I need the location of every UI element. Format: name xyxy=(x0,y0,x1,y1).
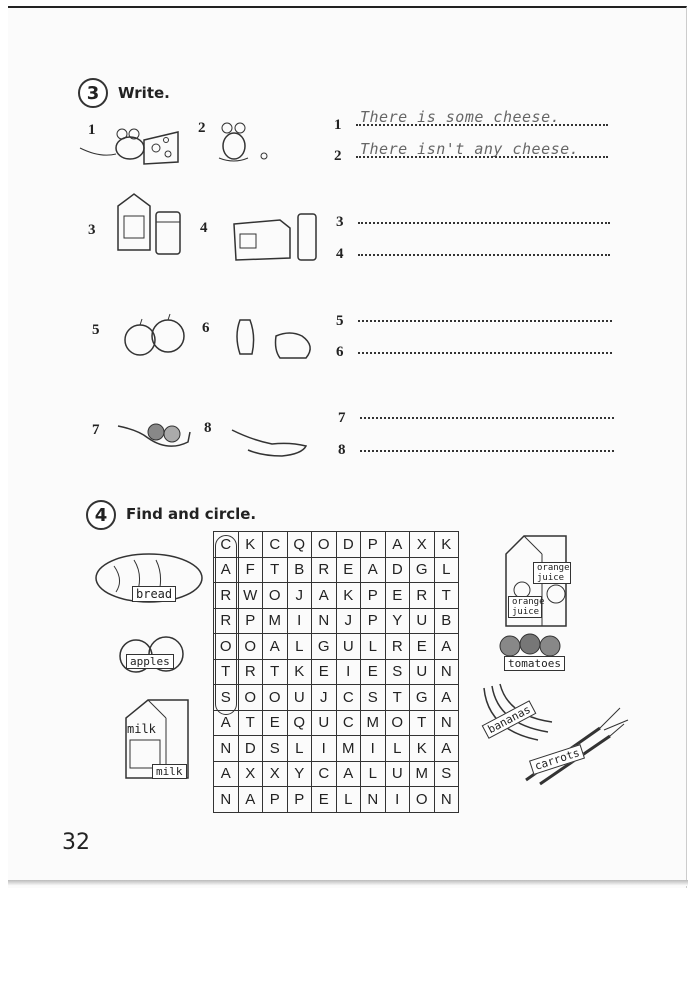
page-shadow xyxy=(8,880,688,886)
grid-row xyxy=(214,659,459,685)
answer-line[interactable] xyxy=(358,352,612,354)
grid-cell[interactable]: S xyxy=(385,659,410,685)
grid-cell[interactable]: Y xyxy=(287,761,312,787)
answer-line[interactable] xyxy=(356,124,608,126)
grid-cell[interactable]: S xyxy=(434,761,459,787)
grid-cell[interactable]: G xyxy=(410,685,435,711)
grid-row xyxy=(214,710,459,736)
grid-cell[interactable]: O xyxy=(312,532,337,558)
grid-cell[interactable]: R xyxy=(238,659,263,685)
grid-cell[interactable]: I xyxy=(287,608,312,634)
grid-cell[interactable]: R xyxy=(410,583,435,609)
grid-cell[interactable]: I xyxy=(361,736,386,762)
grid-cell[interactable]: D xyxy=(238,736,263,762)
grid-cell[interactable]: T xyxy=(263,659,288,685)
hand-with-tomatoes-illustration xyxy=(118,412,198,457)
grid-cell[interactable]: K xyxy=(287,659,312,685)
exercise-3-title: Write. xyxy=(118,84,170,102)
bananas-label: bananas xyxy=(482,700,537,739)
grid-cell[interactable]: Q xyxy=(287,532,312,558)
grid-cell[interactable]: N xyxy=(312,608,337,634)
grid-row xyxy=(214,787,459,813)
grid-cell[interactable]: N xyxy=(214,736,239,762)
grid-cell[interactable]: O xyxy=(238,634,263,660)
answer-line[interactable] xyxy=(360,417,614,419)
grid-cell[interactable]: F xyxy=(238,557,263,583)
exercise-4-title: Find and circle. xyxy=(126,505,257,523)
grid-cell[interactable]: M xyxy=(410,761,435,787)
grid-cell[interactable]: A xyxy=(361,557,386,583)
milk-label-top: milk xyxy=(127,722,156,736)
grid-row xyxy=(214,736,459,762)
grid-cell[interactable]: P xyxy=(238,608,263,634)
grid-cell[interactable]: E xyxy=(385,583,410,609)
grid-cell[interactable]: L xyxy=(361,634,386,660)
grid-cell[interactable]: A xyxy=(214,761,239,787)
grid-cell[interactable]: L xyxy=(385,736,410,762)
grid-cell[interactable]: K xyxy=(410,736,435,762)
exercise-3-badge: 3 xyxy=(78,78,108,108)
answer-line[interactable] xyxy=(358,222,610,224)
line-number: 7 xyxy=(338,410,346,426)
grid-cell[interactable]: U xyxy=(312,710,337,736)
grid-cell[interactable]: K xyxy=(336,583,361,609)
grid-row xyxy=(214,761,459,787)
line-number: 8 xyxy=(338,442,346,458)
milk-label-bottom: milk xyxy=(152,764,187,779)
grid-row xyxy=(214,608,459,634)
pic-number: 2 xyxy=(198,120,206,136)
grid-cell[interactable]: T xyxy=(214,659,239,685)
pic-number: 7 xyxy=(92,422,100,438)
grid-cell[interactable]: C xyxy=(214,532,239,558)
grid-cell[interactable]: G xyxy=(312,634,337,660)
grid-cell[interactable]: U xyxy=(287,685,312,711)
grid-cell[interactable]: N xyxy=(434,659,459,685)
grid-cell[interactable]: A xyxy=(434,685,459,711)
grid-cell[interactable]: J xyxy=(336,608,361,634)
grid-cell[interactable]: E xyxy=(312,787,337,813)
grid-cell[interactable]: S xyxy=(214,685,239,711)
grid-cell[interactable]: M xyxy=(336,736,361,762)
grid-cell[interactable]: N xyxy=(434,787,459,813)
grid-cell[interactable]: L xyxy=(287,736,312,762)
grid-cell[interactable]: B xyxy=(287,557,312,583)
grid-cell[interactable]: O xyxy=(263,583,288,609)
grid-cell[interactable]: X xyxy=(238,761,263,787)
line-number: 5 xyxy=(336,313,344,329)
grid-cell[interactable]: S xyxy=(263,736,288,762)
grid-row xyxy=(214,532,459,558)
grid-cell[interactable]: R xyxy=(385,634,410,660)
carrots-label: carrots xyxy=(529,744,585,775)
grid-row xyxy=(214,685,459,711)
grid-cell[interactable]: X xyxy=(263,761,288,787)
answer-line[interactable] xyxy=(358,254,610,256)
grid-cell[interactable]: K xyxy=(238,532,263,558)
grid-cell[interactable]: A xyxy=(238,787,263,813)
juice-carton-empty-glass-illustration xyxy=(232,210,322,265)
grid-cell[interactable]: C xyxy=(336,685,361,711)
grid-cell[interactable]: M xyxy=(263,608,288,634)
grid-cell[interactable]: U xyxy=(410,659,435,685)
pic-number: 3 xyxy=(88,222,96,238)
empty-hand-illustration xyxy=(232,420,312,465)
grid-cell[interactable]: L xyxy=(336,787,361,813)
juice-carton-glass-illustration xyxy=(112,192,187,262)
pic-number: 6 xyxy=(202,320,210,336)
apples-illustration xyxy=(122,316,192,361)
grid-cell[interactable]: C xyxy=(263,532,288,558)
grid-cell[interactable]: X xyxy=(410,532,435,558)
mouse-cheese-illustration xyxy=(100,118,190,178)
grid-cell[interactable]: N xyxy=(214,787,239,813)
apples-label: apples xyxy=(126,654,174,669)
grid-cell[interactable]: C xyxy=(312,761,337,787)
line-number: 6 xyxy=(336,344,344,360)
grid-cell[interactable]: E xyxy=(263,710,288,736)
grid-cell[interactable]: R xyxy=(214,608,239,634)
apple-cores-illustration xyxy=(230,310,320,365)
grid-cell[interactable]: Q xyxy=(287,710,312,736)
grid-cell[interactable]: T xyxy=(238,710,263,736)
grid-row xyxy=(214,634,459,660)
grid-cell[interactable]: R xyxy=(214,583,239,609)
answer-text-1: There is some cheese. xyxy=(360,108,561,126)
line-number: 4 xyxy=(336,246,344,262)
grid-row xyxy=(214,583,459,609)
grid-cell[interactable]: C xyxy=(336,710,361,736)
grid-cell[interactable]: I xyxy=(336,659,361,685)
exercise-4-badge: 4 xyxy=(86,500,116,530)
pic-number: 1 xyxy=(88,122,96,138)
grid-cell[interactable]: E xyxy=(336,557,361,583)
grid-cell[interactable]: T xyxy=(385,685,410,711)
grid-cell[interactable]: O xyxy=(385,710,410,736)
found-word-circle xyxy=(215,535,237,715)
answer-line[interactable] xyxy=(360,450,614,452)
grid-cell[interactable]: W xyxy=(238,583,263,609)
grid-cell[interactable]: I xyxy=(312,736,337,762)
grid-cell[interactable]: D xyxy=(336,532,361,558)
grid-cell[interactable]: U xyxy=(385,761,410,787)
grid-cell[interactable]: A xyxy=(214,710,239,736)
grid-cell[interactable]: L xyxy=(434,557,459,583)
grid-cell[interactable]: A xyxy=(434,634,459,660)
grid-cell[interactable]: S xyxy=(361,685,386,711)
page-number: 32 xyxy=(62,830,90,855)
grid-cell[interactable]: P xyxy=(361,583,386,609)
grid-cell[interactable]: A xyxy=(434,736,459,762)
grid-cell[interactable]: P xyxy=(361,608,386,634)
grid-cell[interactable]: U xyxy=(410,608,435,634)
grid-row xyxy=(214,557,459,583)
grid-cell[interactable]: J xyxy=(312,685,337,711)
grid-cell[interactable]: K xyxy=(434,532,459,558)
orange-juice-label-1: orange juice xyxy=(533,562,571,584)
line-number: 3 xyxy=(336,214,344,230)
grid-cell[interactable]: N xyxy=(434,710,459,736)
grid-cell[interactable]: B xyxy=(434,608,459,634)
grid-cell[interactable]: O xyxy=(410,787,435,813)
orange-juice-label-2: orange juice xyxy=(508,596,542,618)
grid-cell[interactable]: A xyxy=(214,557,239,583)
grid-cell[interactable]: E xyxy=(312,659,337,685)
grid-cell[interactable]: E xyxy=(410,634,435,660)
grid-cell[interactable]: L xyxy=(361,761,386,787)
grid-cell[interactable]: Y xyxy=(385,608,410,634)
grid-cell[interactable]: T xyxy=(410,710,435,736)
tomatoes-label: tomatoes xyxy=(504,656,565,671)
grid-cell[interactable]: R xyxy=(312,557,337,583)
pic-number: 5 xyxy=(92,322,100,338)
grid-cell[interactable]: U xyxy=(336,634,361,660)
grid-cell[interactable]: P xyxy=(263,787,288,813)
word-search-grid xyxy=(213,531,459,813)
grid-cell[interactable]: A xyxy=(385,532,410,558)
grid-cell[interactable]: D xyxy=(385,557,410,583)
grid-cell[interactable]: E xyxy=(361,659,386,685)
grid-cell[interactable]: P xyxy=(287,787,312,813)
grid-cell[interactable]: G xyxy=(410,557,435,583)
answer-line[interactable] xyxy=(356,156,608,158)
grid-cell[interactable]: O xyxy=(238,685,263,711)
pic-number: 8 xyxy=(204,420,212,436)
pic-number: 4 xyxy=(200,220,208,236)
grid-cell[interactable]: I xyxy=(385,787,410,813)
grid-cell[interactable]: A xyxy=(336,761,361,787)
grid-cell[interactable]: L xyxy=(287,634,312,660)
grid-cell[interactable]: P xyxy=(361,532,386,558)
grid-cell[interactable]: J xyxy=(287,583,312,609)
grid-cell[interactable]: A xyxy=(263,634,288,660)
line-number: 2 xyxy=(334,148,342,164)
grid-cell[interactable]: N xyxy=(361,787,386,813)
answer-line[interactable] xyxy=(358,320,612,322)
grid-cell[interactable]: A xyxy=(312,583,337,609)
mouse-no-cheese-illustration xyxy=(214,118,274,168)
grid-cell[interactable]: T xyxy=(434,583,459,609)
line-number: 1 xyxy=(334,117,342,133)
answer-text-2: There isn't any cheese. xyxy=(360,140,580,158)
grid-cell[interactable]: M xyxy=(361,710,386,736)
grid-cell[interactable]: O xyxy=(214,634,239,660)
grid-cell[interactable]: O xyxy=(263,685,288,711)
bread-label: bread xyxy=(132,586,176,602)
grid-cell[interactable]: T xyxy=(263,557,288,583)
orange-juice-carton-illustration xyxy=(500,534,580,634)
